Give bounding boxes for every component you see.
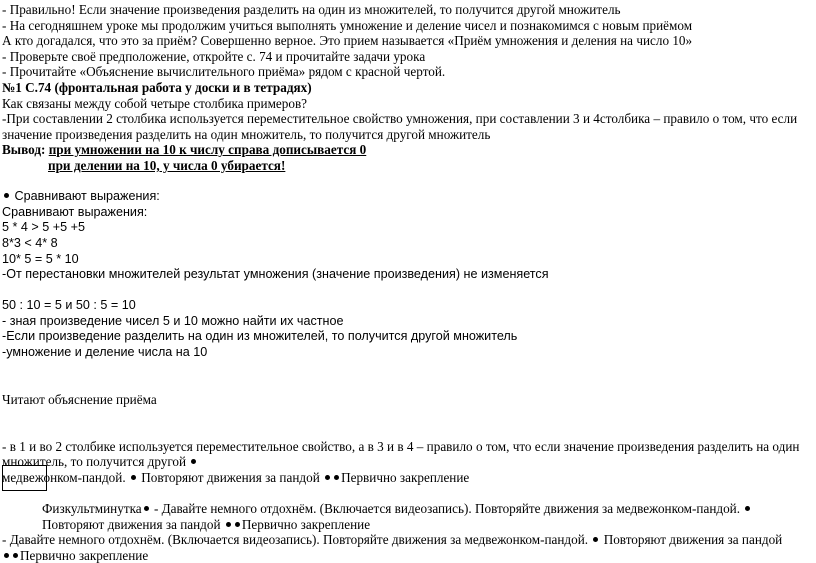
text-line-8: -При составлении 2 столбика используется переместительное свойство умножения, при составлении 3 и 4столбика – правило о том, что если значение произведения разделить на один множитель, то получится другой множитель — [2, 111, 798, 142]
text-line-24c: Повторяют движения за пандой — [42, 516, 224, 532]
text-line-5: - Прочитайте «Объяснение вычислительного приёма» рядом с красной чертой. — [2, 64, 446, 80]
bullet-icon — [226, 522, 231, 527]
expression-4: 50 : 10 = 5 и 50 : 5 = 10 — [2, 298, 136, 313]
text-line-18: - зная произведение чисел 5 и 10 можно найти их частное — [2, 313, 344, 328]
bullet-icon — [191, 459, 196, 464]
text-line-3: А кто догадался, что это за приём? Совершенно верное. Это прием называется «Приём умножения и деления на число 10» — [2, 33, 693, 49]
bullet-icon — [593, 537, 598, 542]
text-line-21: Читают объяснение приёма — [2, 391, 157, 407]
spacer — [2, 423, 812, 439]
text-line-23c: Первично закрепление — [341, 469, 470, 485]
compare-line-bullet — [2, 189, 812, 205]
expression-2: 8*3 < 4* 8 — [2, 235, 58, 250]
empty-frame-box — [2, 465, 47, 491]
conclusion-text: при умножении на 10 к числу справа дописывается 0 — [48, 142, 367, 158]
conclusion-line — [2, 142, 812, 158]
bullet-icon — [334, 475, 339, 480]
text-line-16: -От перестановки множителей результат умножения (значение произведения) не изменяется — [2, 267, 549, 282]
text-line-25b: Повторяют движения за пандой — [600, 532, 783, 548]
text-line-4: - Проверьте своё предположение, откройте с. 74 и прочитайте задачи урока — [2, 48, 426, 64]
conclusion-text-2: при делении на 10, у числа 0 убирается! — [48, 157, 286, 173]
text-line-24a: Физкультминутка — [42, 501, 142, 516]
bullet-icon — [235, 522, 240, 527]
spacer — [2, 376, 812, 392]
bullet-icon — [13, 553, 18, 558]
expression-3: 10* 5 = 5 * 10 — [2, 251, 79, 266]
compare-text: Сравнивают выражения: — [11, 189, 160, 204]
bullet-icon — [144, 506, 149, 511]
text-line-1: - Правильно! Если значение произведения разделить на один из множителей, то получится другой множитель — [2, 2, 621, 17]
text-line-25 — [2, 532, 812, 548]
text-line-24d: Первично закрепление — [241, 516, 371, 532]
text-line-22 — [2, 439, 812, 470]
text-line-24 — [2, 501, 812, 532]
conclusion-line-2 — [2, 158, 812, 174]
task-heading: №1 С.74 (фронтальная работа у доски и в тетрадях) — [2, 79, 312, 95]
text-line-20: -умножение и деление числа на 10 — [2, 345, 208, 360]
spacer — [2, 283, 812, 299]
text-line-24b: - Давайте немного отдохнём. (Включается видеозапись). Повторяйте движения за медвежонком-пандой. — [150, 501, 744, 516]
compare-line: Сравнивают выражения: — [2, 204, 148, 219]
spacer — [2, 485, 812, 501]
text-line-25a: - Давайте немного отдохнём. (Включается видеозапись). Повторяйте движения за медвежонком-пандой. — [2, 532, 592, 548]
expression-1: 5 * 4 > 5 +5 +5 — [2, 220, 85, 235]
text-line-19: -Если произведение разделить на один из множителей, то получится другой множитель — [2, 329, 518, 344]
spacer — [2, 361, 812, 377]
text-line-23b: Повторяют движения за пандой — [137, 469, 324, 485]
text-line-2: - На сегодняшнем уроке мы продолжим учиться выполнять умножение и деление чисел и познакомимся с новым приёмом — [2, 17, 693, 33]
bullet-icon — [325, 475, 330, 480]
text-line-26-text: Первично закрепление — [20, 547, 149, 563]
bullet-icon — [745, 506, 750, 511]
text-line-23a: медвежонком-пандой. — [2, 469, 129, 485]
spacer — [2, 174, 812, 190]
spacer — [2, 407, 812, 423]
text-line-22-text: - в 1 и во 2 столбике используется переместительное свойство, а в 3 и в 4 – правило о том, что если значение произведения разделить на один множитель, то получится другой — [2, 438, 800, 470]
text-line-26 — [2, 548, 812, 563]
text-line-23 — [2, 470, 812, 486]
bullet-icon — [4, 553, 9, 558]
text-line-7: Как связаны между собой четыре столбика примеров? — [2, 95, 308, 111]
conclusion-label: Вывод: — [2, 142, 49, 158]
bullet-icon — [4, 193, 9, 198]
bullet-icon — [131, 475, 136, 480]
